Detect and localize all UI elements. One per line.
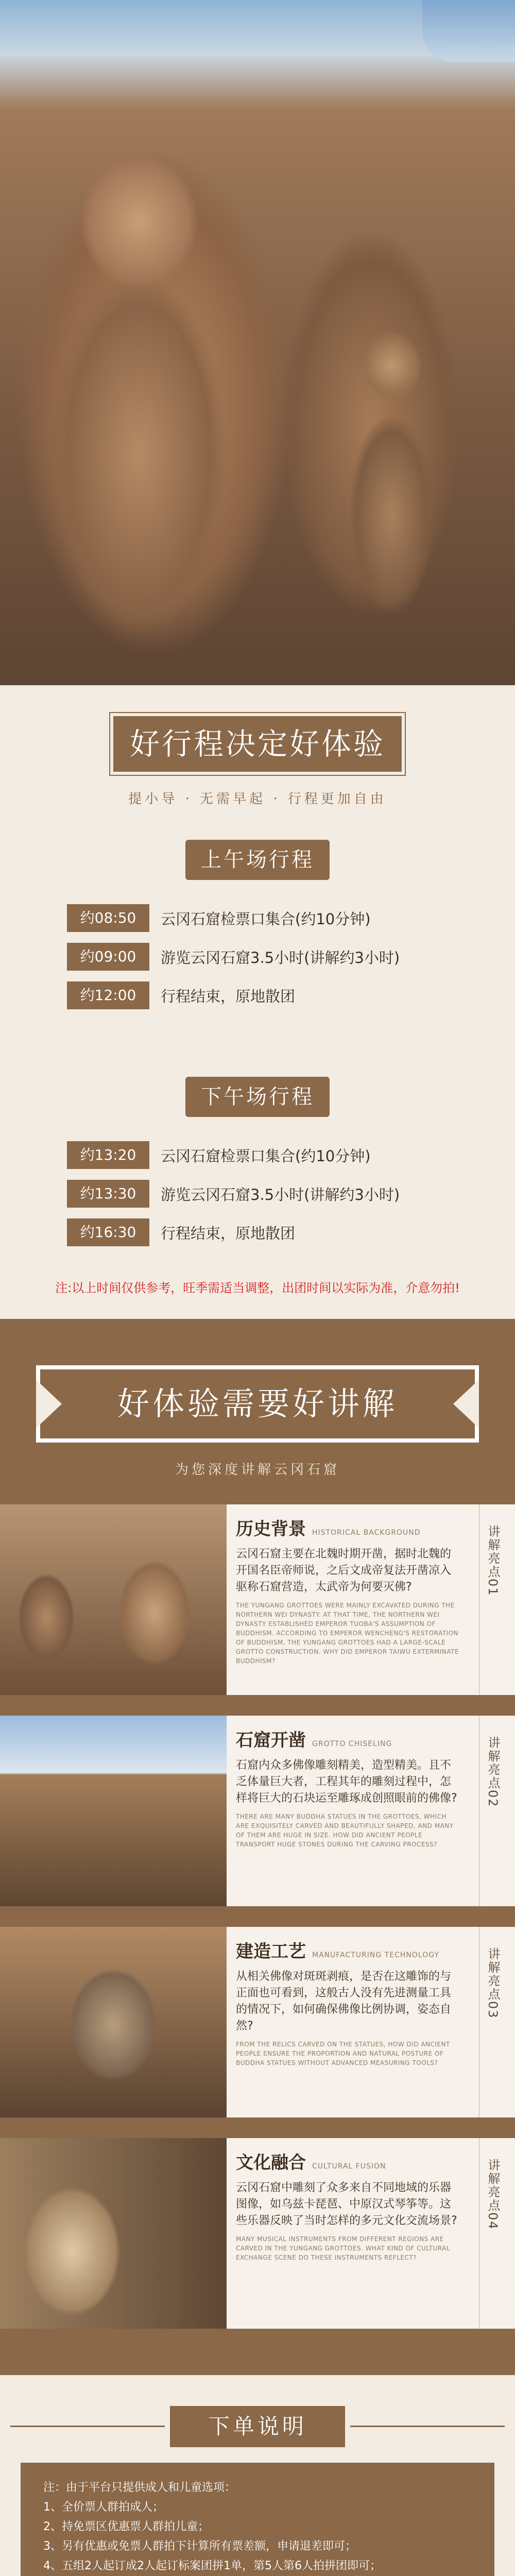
- card-title: 石窟开凿: [236, 1730, 306, 1751]
- card-side-label: 讲解亮点01: [486, 1525, 500, 1597]
- itinerary-section: [0, 685, 515, 1319]
- afternoon-row-3: [67, 1218, 295, 1246]
- hero-sky: [422, 0, 515, 62]
- card-en-text: THE YUNGANG GROTTOES WERE MAINLY EXCAVATED DURING THE NORTHERN WEI DYNASTY. AT THAT TIME, THE NORTHERN WEI DYNASTY ESTABLISHED EMPEROR TUOBA'S ASSUMPTION OF BUDDHISM. ACCORDING TO EMPEROR WENCHENG'S RESTORATION OF BUDDHISM, THE YUNGANG GROTTOES HAD A LARGE-SCALE GROTTO CONSTRUCTION. WHY DID EMPEROR TAIWU EXTERMINATE BUDDHISM?: [236, 1602, 459, 1665]
- card-body: [227, 1927, 469, 2117]
- schedule-desc: 行程结束，原地散团: [161, 987, 296, 1005]
- card-body: [227, 1504, 469, 1695]
- guide-card-4: [0, 2138, 515, 2329]
- order-line: 注：由于平台只提供成人和儿童选项：: [43, 2481, 236, 2494]
- hero-image: [0, 0, 515, 685]
- card-side-label: 讲解亮点02: [486, 1736, 500, 1808]
- itinerary-subtitle: 提小导 · 无需早起 · 行程更加自由: [128, 791, 387, 807]
- card-head: [236, 1937, 460, 1962]
- itinerary-title: 好行程决定好体验: [113, 716, 402, 772]
- card-en-text: THERE ARE MANY BUDDHA STATUES IN THE GROTTOES, WHICH ARE EXQUISITELY CARVED AND BEAUTIFULLY SHAPED, AND MANY OF THEM ARE HUGE IN SIZE. HOW DID ANCIENT PEOPLE TRANSPORT HUGE STONES DURING THE CARVING PROCESS?: [236, 1813, 454, 1848]
- order-section: [0, 2375, 515, 2576]
- guide-card-3: [0, 1927, 515, 2117]
- card-head: [236, 1726, 460, 1751]
- schedule-time: 约09:00: [67, 943, 149, 971]
- schedule-time: 约13:30: [67, 1180, 149, 1208]
- card-side: [469, 1504, 515, 1695]
- card-image: [0, 1927, 227, 2117]
- schedule-time: 约08:50: [67, 904, 149, 932]
- morning-row-2: [67, 943, 400, 971]
- order-line: 3、另有优惠或免票人群拍下计算所有票差额，申请退差即可；: [43, 2540, 356, 2553]
- schedule-time: 约13:20: [67, 1141, 149, 1169]
- card-side-label: 讲解亮点03: [486, 1947, 500, 2019]
- order-line: 1、全价票人群拍成人；: [43, 2501, 164, 2514]
- card-image: [0, 1716, 227, 1906]
- card-image: [0, 1504, 227, 1695]
- card-side-label: 讲解亮点04: [486, 2159, 500, 2230]
- guide-card-2: [0, 1716, 515, 1906]
- card-cn-text: 云冈石窟中雕刻了众多来自不同地域的乐器图像，如乌兹卡琵琶、中原汉式琴筝等。这些乐器反映了当时怎样的多元文化交流场景?: [236, 2181, 457, 2227]
- card-cn-text: 云冈石窟主要在北魏时期开凿，据时北魏的开国名臣帝师说，之后文成帝复法开凿凉入驱称石窟营造，太武帝为何要灭佛?: [236, 1548, 452, 1594]
- morning-title: 上午场行程: [185, 840, 330, 880]
- card-image: [0, 2138, 227, 2329]
- guide-card-1: [0, 1504, 515, 1695]
- guide-section: [0, 1319, 515, 2375]
- card-en-text: FROM THE RELICS CARVED ON THE STATUES, HOW DID ANCIENT PEOPLE ENSURE THE PROPORTION AND NATURAL POSTURE OF BUDDHA STATUES WITHOUT ADVANCED MEASURING TOOLS?: [236, 2041, 450, 2066]
- schedule-time: 约16:30: [67, 1218, 149, 1246]
- card-en-title: GROTTO CHISELING: [312, 1740, 392, 1748]
- guide-subtitle: 为您深度讲解云冈石窟: [175, 1462, 340, 1478]
- guide-title: 好体验需要好讲解: [36, 1365, 479, 1443]
- morning-row-1: [67, 904, 371, 932]
- schedule-desc: 云冈石窟检票口集合(约10分钟): [161, 910, 371, 928]
- card-en-title: CULTURAL FUSION: [312, 2162, 386, 2171]
- card-side: [469, 2138, 515, 2329]
- card-en-text: MANY MUSICAL INSTRUMENTS FROM DIFFERENT REGIONS ARE CARVED IN THE YUNGANG GROTTOES. WHAT KIND OF CULTURAL EXCHANGE SCENE DO THESE INSTRUMENTS REFLECT?: [236, 2235, 451, 2261]
- schedule-time: 约12:00: [67, 981, 149, 1009]
- afternoon-row-1: [67, 1141, 371, 1169]
- card-head: [236, 2148, 460, 2174]
- afternoon-row-2: [67, 1180, 400, 1208]
- card-side: [469, 1716, 515, 1906]
- card-body: [227, 2138, 469, 2329]
- schedule-desc: 游览云冈石窟3.5小时(讲解约3小时): [161, 1185, 400, 1204]
- card-en-title: MANUFACTURING TECHNOLOGY: [312, 1951, 439, 1959]
- order-title: 下单说明: [170, 2406, 345, 2447]
- hero-buddha-statue: [21, 134, 258, 685]
- card-title: 建造工艺: [236, 1941, 306, 1962]
- card-en-title: HISTORICAL BACKGROUND: [312, 1529, 421, 1537]
- card-head: [236, 1515, 460, 1540]
- afternoon-title: 下午场行程: [185, 1077, 330, 1117]
- card-cn-text: 石窟内众多佛像雕刻精美，造型精美。且不乏体量巨大者，工程其年的雕刻过程中，怎样将巨大的石块运至雕琢成创照眼前的佛像?: [236, 1759, 457, 1805]
- schedule-desc: 行程结束，原地散团: [161, 1224, 296, 1242]
- card-title: 文化融合: [236, 2153, 306, 2173]
- card-title: 历史背景: [236, 1519, 306, 1539]
- order-line: 2、持免票区优惠票人群拍儿童；: [43, 2520, 209, 2533]
- card-body: [227, 1716, 469, 1906]
- schedule-desc: 云冈石窟检票口集合(约10分钟): [161, 1147, 371, 1165]
- card-cn-text: 从相关佛像对斑斑剥痕，是否在这雕饰的与正面也可看到，这般古人没有先进测量工具的情况下，如何确保佛像比例协调，姿态自然?: [236, 1970, 452, 2032]
- hero-standing-buddha: [330, 319, 453, 685]
- schedule-desc: 游览云冈石窟3.5小时(讲解约3小时): [161, 948, 400, 967]
- card-side: [469, 1927, 515, 2117]
- morning-row-3: [67, 981, 295, 1009]
- order-line: 4、五组2人起订成2人起订标案团拼1单，第5人第6人拍拼团即可；: [43, 2560, 381, 2572]
- order-panel: [21, 2463, 494, 2576]
- itinerary-notice: 注:以上时间仅供参考，旺季需适当调整，出团时间以实际为准，介意勿拍!: [55, 1281, 460, 1295]
